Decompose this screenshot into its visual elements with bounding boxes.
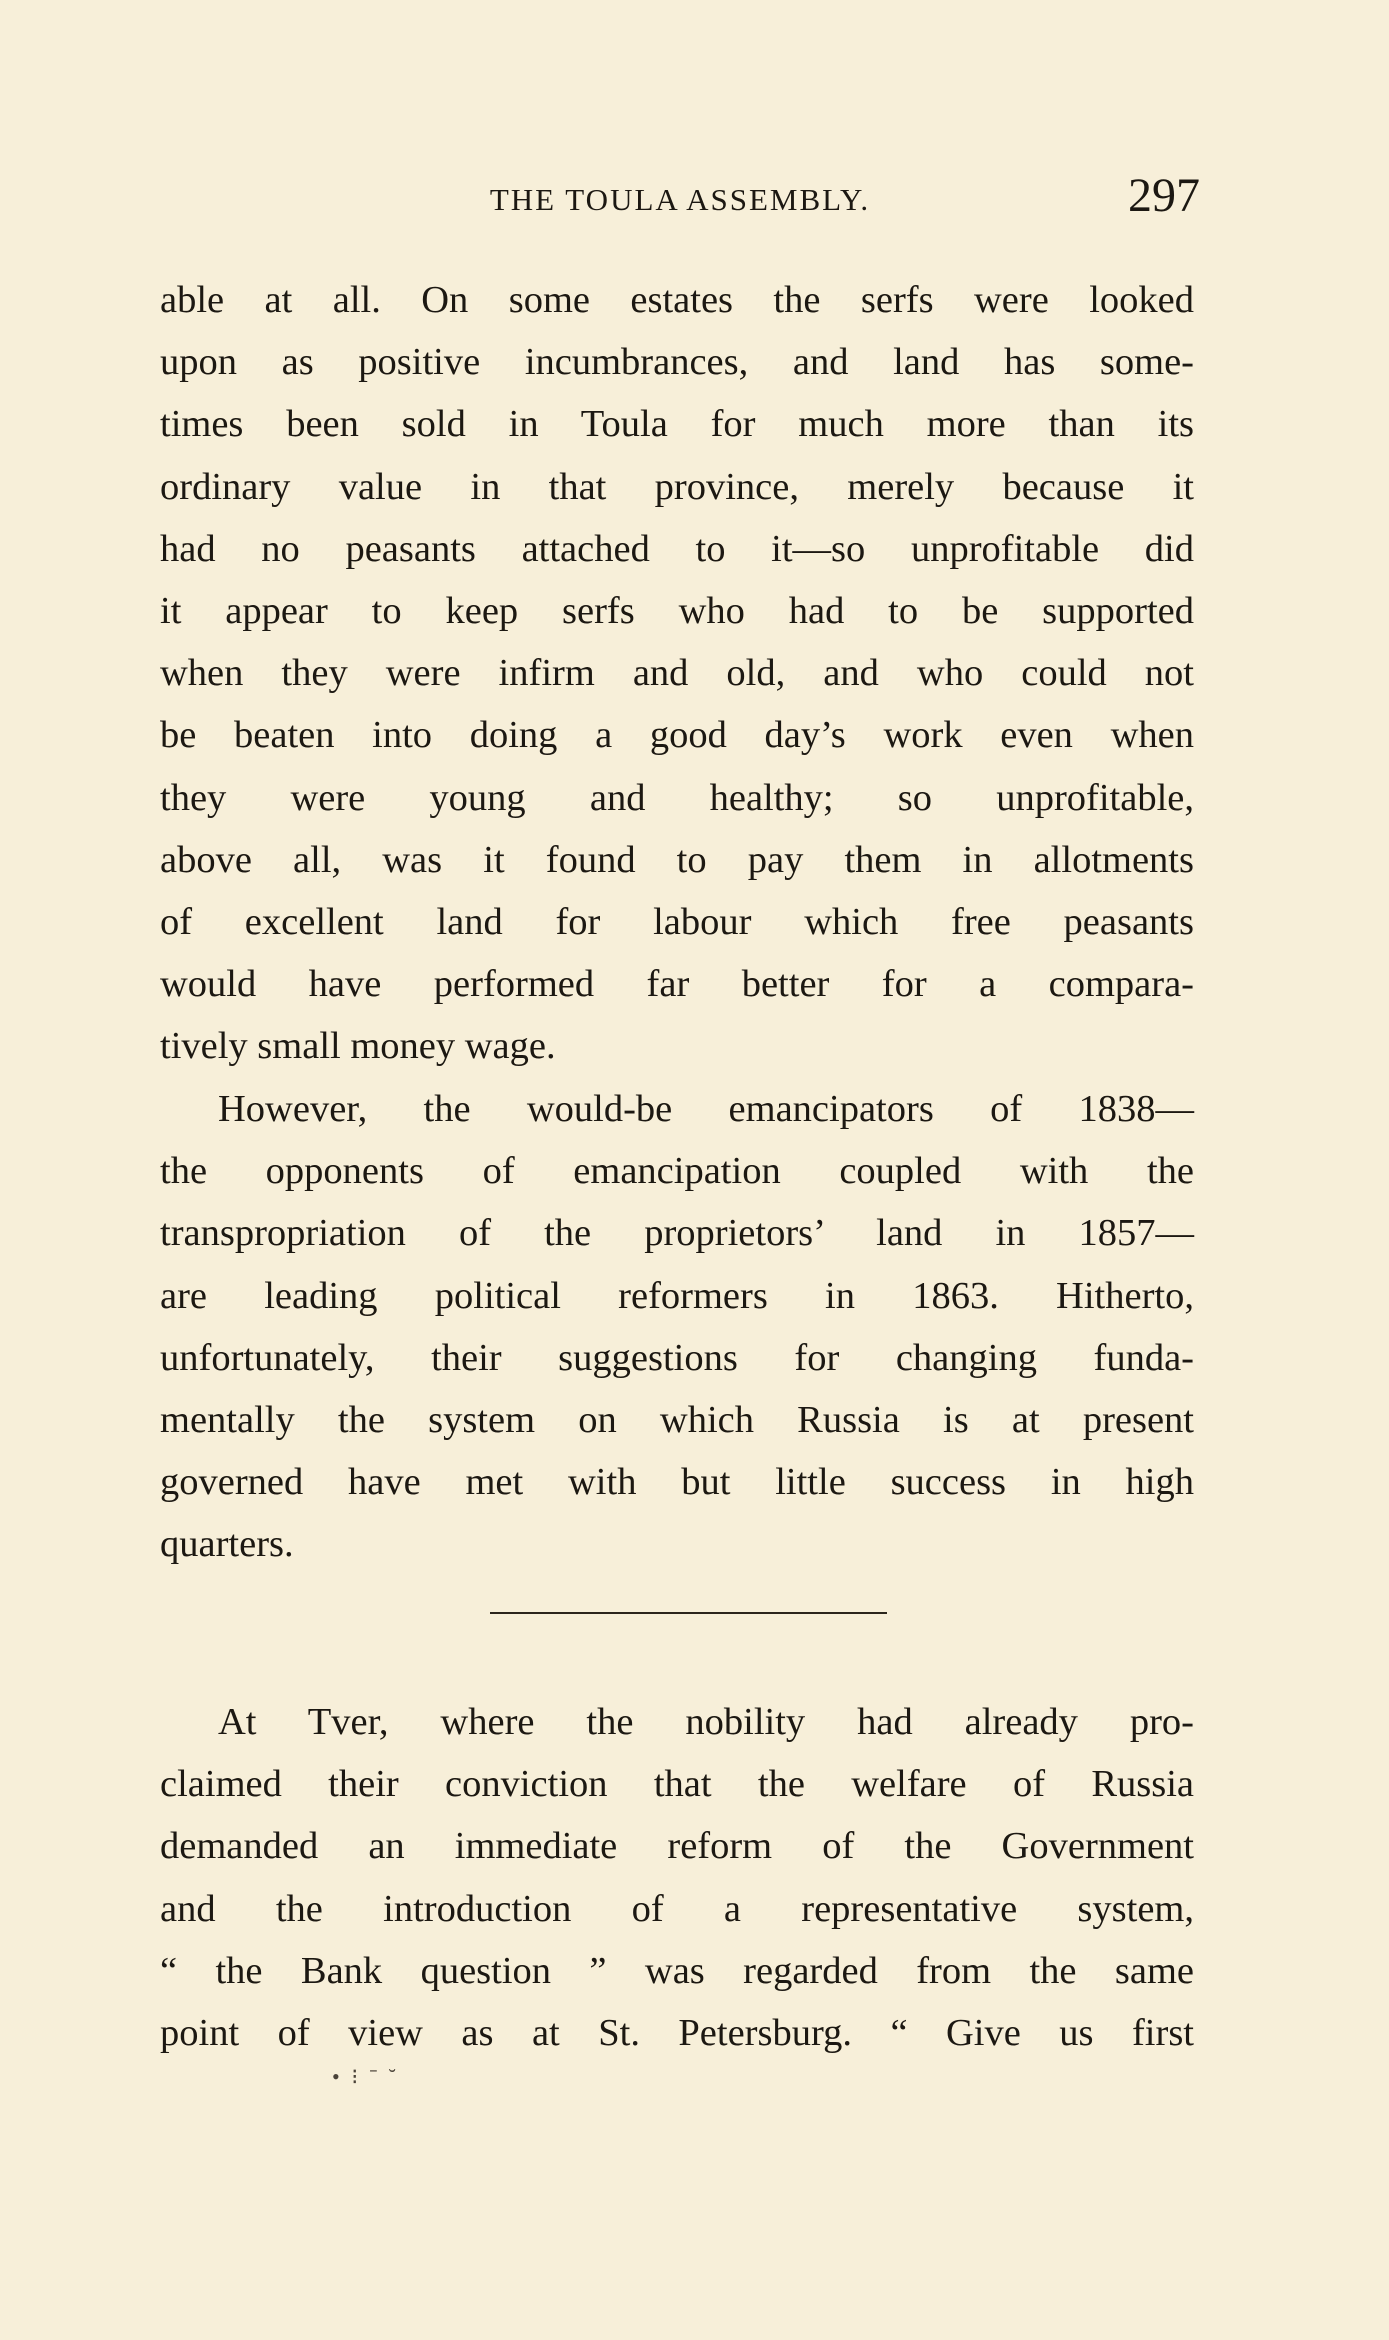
text-line: At Tver, where the nobility had already pro- [218,1701,1194,1743]
text-line: they were young and healthy; so unprofitable, [160,776,1194,819]
page-header [160,168,1200,228]
text-line: “ the Bank question ” was regarded from the same [160,1949,1194,1992]
text-line: tively small money wage. [160,1025,556,1068]
text-line: it appear to keep serfs who had to be supported [160,589,1194,632]
text-line: However, the would-be emancipators of 1838— [218,1088,1194,1130]
text-line: the opponents of emancipation coupled with the [160,1150,1194,1193]
text-line: of excellent land for labour which free peasants [160,900,1194,943]
paragraph-3 [160,1691,1194,2064]
text-line: ordinary value in that province, merely because it [160,465,1194,508]
text-line: had no peasants attached to it—so unprofitable did [160,527,1194,570]
text-line: and the introduction of a representative system, [160,1887,1194,1930]
text-line: mentally the system on which Russia is at present [160,1398,1194,1441]
text-line: when they were infirm and old, and who could not [160,652,1194,695]
text-line: above all, was it found to pay them in allotments [160,838,1194,881]
paragraph-1 [160,269,1194,1077]
page-number: 297 [1128,169,1200,222]
text-line: times been sold in Toula for much more than its [160,403,1194,446]
text-line: claimed their conviction that the welfare of Russia [160,1763,1194,1806]
printer-mark: • ⁝ ˉ ˘ [332,2064,399,2089]
text-line: are leading political reformers in 1863. Hitherto, [160,1274,1194,1317]
text-line: transpropriation of the proprietors’ land in 1857— [160,1212,1194,1255]
text-line: point of view as at St. Petersburg. “ Give us first [160,2011,1194,2054]
text-line: demanded an immediate reform of the Government [160,1825,1194,1868]
section-divider [490,1612,887,1614]
text-line: unfortunately, their suggestions for changing funda- [160,1336,1194,1379]
paragraph-2 [160,1078,1194,1576]
text-line: able at all. On some estates the serfs were looked [160,279,1194,321]
text-line: upon as positive incumbrances, and land has some- [160,341,1194,384]
text-line: would have performed far better for a compara- [160,963,1194,1006]
text-line: be beaten into doing a good day’s work even when [160,714,1194,757]
running-title: THE TOULA ASSEMBLY. [489,182,871,217]
text-line: governed have met with but little success in high [160,1461,1194,1504]
text-line: quarters. [160,1523,294,1566]
